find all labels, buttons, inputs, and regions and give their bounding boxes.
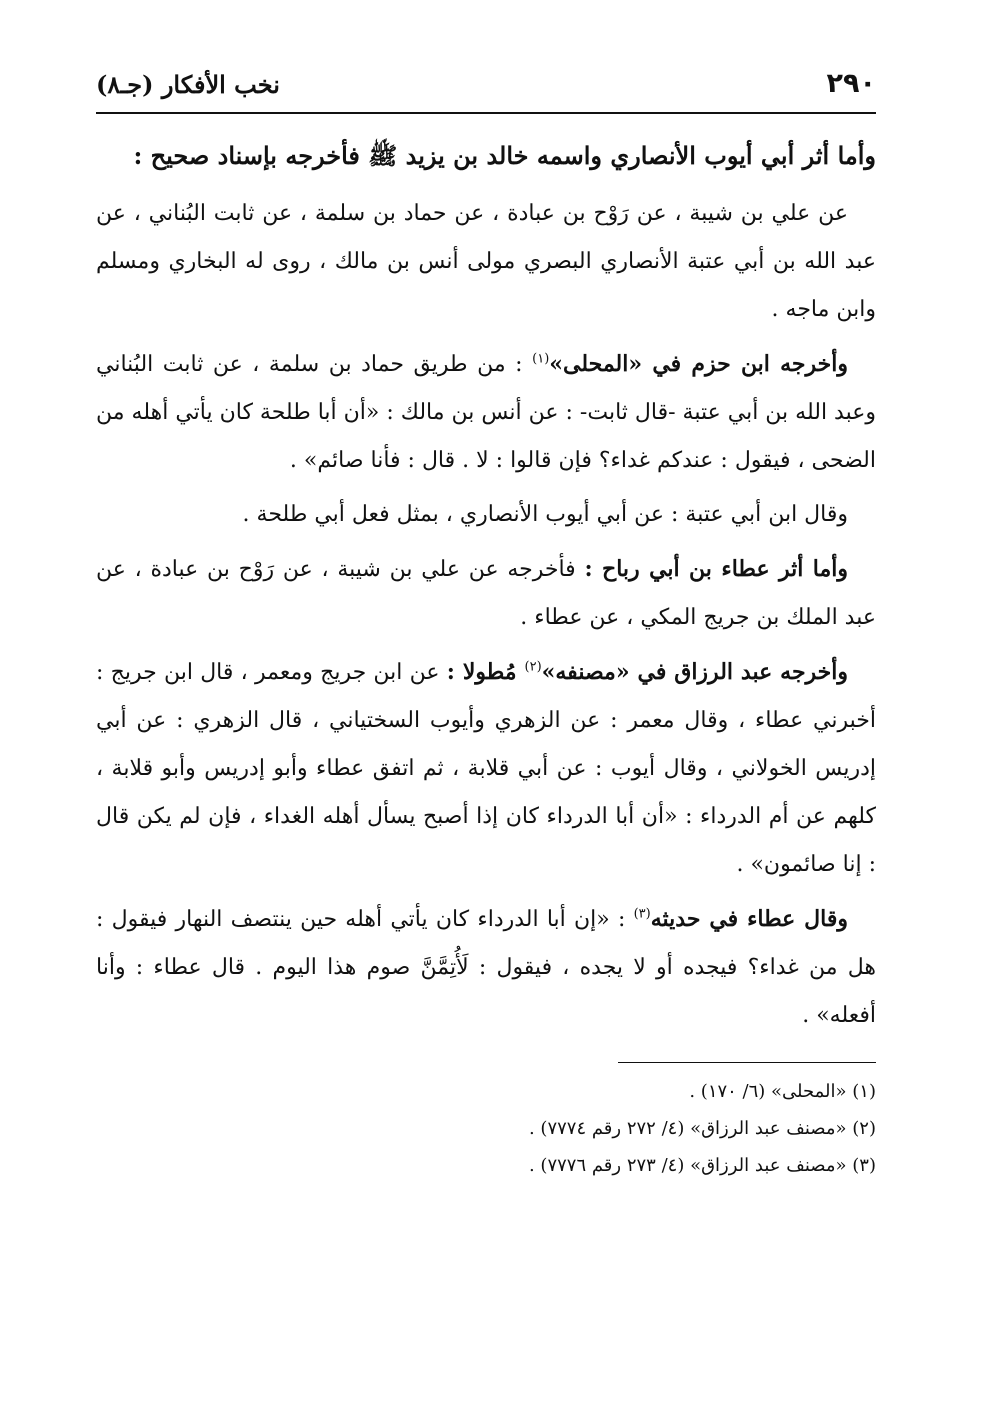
footnote-ref: (٣) [633, 906, 651, 922]
footnotes [96, 1075, 876, 1183]
text-run: وقال ابن أبي عتبة : عن أبي أيوب الأنصاري ، بمثل فعل أبي طلحة . [242, 502, 848, 527]
text-run: : «إن أبا الدرداء كان يأتي أهله حين ينتصف النهار فيقول : هل من غداء؟ فيجده أو لا يجده ، فيقول : لَأُتِمَّنَّ صوم هذا اليوم . قال عطاء : وأنا أفعله» . [96, 907, 876, 1028]
paragraph [96, 491, 876, 539]
bold-text: مُطولا : [446, 659, 525, 685]
footnote: (٢) «مصنف عبد الرزاق» (٤/ ٢٧٢ رقم ٧٧٧٤) . [528, 1118, 876, 1139]
footnote: (١) «المحلى» (٦/ ١٧٠) . [689, 1081, 876, 1102]
document-page [96, 62, 876, 1362]
paragraph [96, 545, 876, 642]
footnote-separator [618, 1062, 876, 1063]
bold-text: وقال عطاء في حديثه [650, 906, 849, 932]
bold-text: وأخرجه عبد الرزاق في «مصنفه» [541, 659, 849, 685]
paragraph [96, 130, 876, 182]
text-run: عن علي بن شيبة ، عن رَوْح بن عبادة ، عن حماد بن سلمة ، عن ثابت البُناني ، عن عبد الله بن أبي عتبة الأنصاري البصري مولى أنس بن مالك ، روى له البخاري ومسلم وابن ماجه . [96, 201, 876, 322]
paragraph [96, 340, 876, 485]
book-title: نخب الأفكار (جـ٨) [96, 70, 280, 99]
paragraph [96, 648, 876, 889]
paragraph [96, 895, 876, 1040]
footnote-ref: (٢) [524, 659, 542, 675]
text-run: : من طريق حماد بن سلمة ، عن ثابت البُناني وعبد الله بن أبي عتبة -قال ثابت- : عن أنس بن مالك : «أن أبا طلحة كان يأتي أهله من الضحى ، فيقول : عندكم غداء؟ فإن قالوا : لا . قال : فأنا صائم» . [96, 352, 876, 473]
footnote: (٣) «مصنف عبد الرزاق» (٤/ ٢٧٣ رقم ٧٧٧٦) . [528, 1155, 876, 1176]
bold-text: وأما أثر عطاء بن أبي رباح : [584, 556, 848, 582]
paragraph [96, 190, 876, 334]
page-number: ٢٩٠ [826, 68, 876, 99]
running-header [96, 62, 876, 114]
main-text [96, 130, 876, 1040]
text-run: عن ابن جريج ومعمر ، قال ابن جريج : أخبرني عطاء ، وقال معمر : عن الزهري وأيوب السختياني ، قال الزهري : عن أبي إدريس الخولاني ، وقال أيوب : عن أبي قلابة ، ثم اتفق عطاء وأبو إدريس وأبو قلابة ، كلهم عن أم الدرداء : «أن أبا الدرداء كان إذا أصبح يسأل أهله الغداء ، فإن لم يكن قال : إنا صائمون» . [96, 660, 876, 877]
bold-text: وأما أثر أبي أيوب الأنصاري واسمه خالد بن يزيد ﷺ فأخرجه بإسناد صحيح : [133, 141, 876, 170]
bold-text: وأخرجه ابن حزم في «المحلى» [549, 351, 848, 377]
footnote-ref: (١) [532, 351, 550, 367]
text-run: فأخرجه عن علي بن شيبة ، عن رَوْح بن عبادة ، عن عبد الملك بن جريج المكي ، عن عطاء . [96, 557, 876, 630]
